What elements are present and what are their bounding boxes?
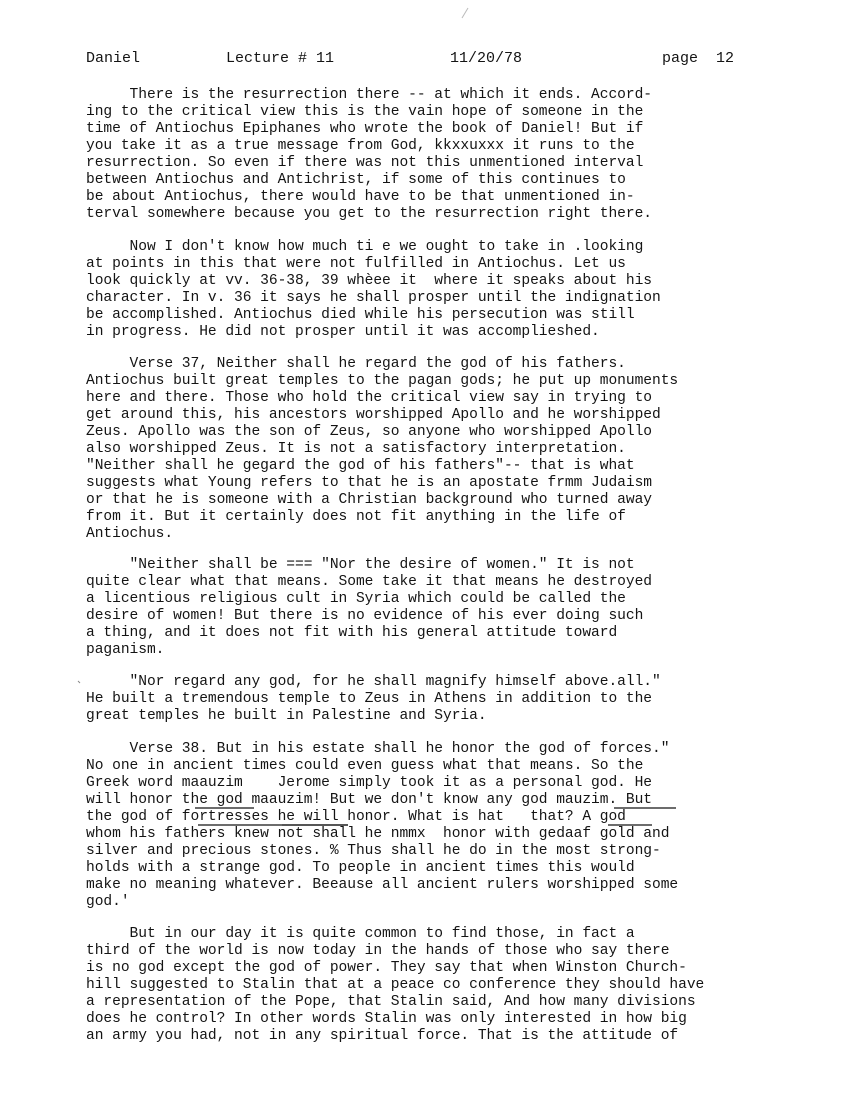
text-line: Greek word maauzim Jerome simply took it as a personal god. He (86, 775, 652, 791)
text-line: from it. But it certainly does not fit anything in the life of (86, 509, 626, 525)
text-line: look quickly at vv. 36-38, 39 whèee it where it speaks about his (86, 273, 652, 289)
text-line: the god of fortresses he will honor. What is hat that? A god (86, 809, 626, 825)
text-line: terval somewhere because you get to the resurrection right there. (86, 206, 652, 222)
text-line: Now I don't know how much ti e we ought to take in .looking (86, 239, 644, 255)
text-line: resurrection. So even if there was not this unmentioned interval (86, 155, 644, 171)
text-line: He built a tremendous temple to Zeus in Athens in addition to the (86, 691, 652, 707)
text-line: does he control? In other words Stalin was only interested in how big (86, 1011, 687, 1027)
text-line: Zeus. Apollo was the son of Zeus, so anyone who worshipped Apollo (86, 424, 652, 440)
text-line: No one in ancient times could even guess what that means. So the (86, 758, 644, 774)
text-line: you take it as a true message from God, kkxxuxxx it runs to the (86, 138, 635, 154)
text-line: time of Antiochus Epiphanes who wrote the book of Daniel! But if (86, 121, 644, 137)
text-line: or that he is someone with a Christian background who turned away (86, 492, 652, 508)
text-line: ing to the critical view this is the vain hope of someone in the (86, 104, 644, 120)
text-line: "Neither shall be === "Nor the desire of women." It is not (86, 557, 635, 573)
text-line: between Antiochus and Antichrist, if some of this continues to (86, 172, 626, 188)
text-line: in progress. He did not prosper until it was accomplieshed. (86, 324, 600, 340)
text-line: paganism. (86, 642, 165, 658)
header-page-number: page 12 (662, 50, 735, 67)
pen-mark-top (462, 8, 468, 18)
text-line: But in our day it is quite common to find those, in fact a (86, 926, 635, 942)
text-line: Verse 37, Neither shall he regard the god of his fathers. (86, 356, 626, 372)
text-line: "Nor regard any god, for he shall magnify himself above.all." (86, 674, 661, 690)
text-line: holds with a strange god. To people in ancient times this would (86, 860, 635, 876)
header-title: Daniel (86, 50, 141, 67)
page-header (86, 50, 766, 70)
text-line: quite clear what that means. Some take it that means he destroyed (86, 574, 652, 590)
text-line: hill suggested to Stalin that at a peace co conference they should have (86, 977, 705, 993)
header-date: 11/20/78 (450, 50, 523, 67)
text-line: at points in this that were not fulfilled in Antiochus. Let us (86, 256, 626, 272)
text-line: Antiochus built great temples to the pagan gods; he put up monuments (86, 373, 679, 389)
text-line: is no god except the god of power. They say that when Winston Church- (86, 960, 687, 976)
stray-mark-left (78, 681, 80, 683)
text-line: a licentious religious cult in Syria which could be called the (86, 591, 626, 607)
text-line: There is the resurrection there -- at which it ends. Accord- (86, 87, 652, 103)
text-line: Verse 38. But in his estate shall he honor the god of forces." (86, 741, 670, 757)
text-line: silver and precious stones. % Thus shall he do in the most strong- (86, 843, 661, 859)
text-line: be about Antiochus, there would have to be that unmentioned in- (86, 189, 635, 205)
header-lecture-number: Lecture # 11 (226, 50, 335, 67)
text-line: a thing, and it does not fit with his general attitude toward (86, 625, 618, 641)
text-line: great temples he built in Palestine and Syria. (86, 708, 487, 724)
text-line: character. In v. 36 it says he shall prosper until the indignation (86, 290, 661, 306)
text-line: a representation of the Pope, that Stalin said, And how many divisions (86, 994, 696, 1010)
text-line: also worshipped Zeus. It is not a satisfactory interpretation. (86, 441, 626, 457)
text-line: here and there. Those who hold the critical view say in trying to (86, 390, 652, 406)
text-line: will honor the god maauzim! But we don't know any god mauzim. But (86, 792, 652, 808)
text-line: whom his fathers knew not shall he nmmx honor with gedaaf gold and (86, 826, 670, 842)
text-line: make no meaning whatever. Beeause all ancient rulers worshipped some (86, 877, 679, 893)
text-line: an army you had, not in any spiritual force. That is the attitude of (86, 1028, 679, 1044)
text-line: third of the world is now today in the hands of those who say there (86, 943, 670, 959)
text-line: suggests what Young refers to that he is an apostate frmm Judaism (86, 475, 652, 491)
text-line: Antiochus. (86, 526, 174, 542)
text-line: get around this, his ancestors worshipped Apollo and he worshipped (86, 407, 661, 423)
text-line: be accomplished. Antiochus died while his persecution was still (86, 307, 635, 323)
text-line: "Neither shall he gegard the god of his fathers"-- that is what (86, 458, 635, 474)
text-line: god.' (86, 894, 130, 910)
text-line: desire of women! But there is no evidence of his ever doing such (86, 608, 644, 624)
